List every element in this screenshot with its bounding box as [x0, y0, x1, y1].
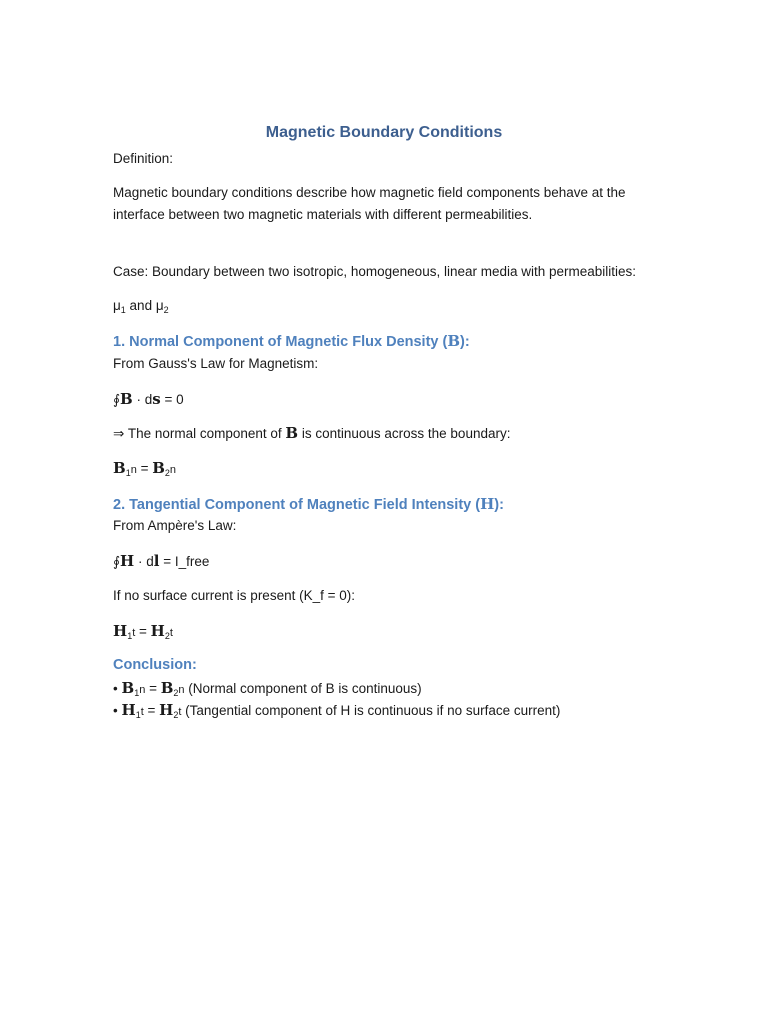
- implication-text: The normal component of: [124, 426, 286, 441]
- c1-right: B: [160, 679, 174, 697]
- section-2-law: From Ampère's Law:: [113, 518, 237, 533]
- definition-line-2: interface between two magnetic materials with different permeabilities.: [113, 207, 533, 222]
- eq1-right-sub: 2: [164, 468, 170, 478]
- conclusion-item-1: [113, 677, 422, 701]
- eq1-left: B: [113, 459, 126, 477]
- c1-note: (Normal component of B is continuous): [184, 681, 422, 696]
- section-2-equation: [113, 620, 173, 644]
- section-1-heading: [113, 330, 470, 353]
- integral-dot-d: · d: [134, 554, 154, 569]
- section-1-implication: [113, 422, 510, 445]
- c1-left: B: [121, 679, 135, 697]
- c1-equals: =: [145, 681, 161, 696]
- section-1-heading-prefix: 1. Normal Component of Magnetic Flux Density (: [113, 334, 448, 350]
- section-2-integral: [113, 550, 209, 573]
- permeabilities: [113, 295, 169, 318]
- case-text: Case: Boundary between two isotropic, homogeneous, linear media with permeabilities:: [113, 264, 637, 279]
- integral-dot-d: · d: [132, 392, 153, 407]
- integral-rhs: = I_free: [159, 554, 210, 569]
- mu-and: and: [125, 298, 156, 313]
- integral-rhs: = 0: [160, 392, 184, 407]
- mu-1-subscript: 1: [120, 305, 126, 315]
- c2-note: (Tangential component of H is continuous if no surface current): [181, 703, 561, 718]
- eq2-right-sub: 2: [164, 631, 170, 641]
- eq2-left: H: [113, 622, 128, 640]
- mu-2-subscript: 2: [163, 305, 169, 315]
- section-2-heading: [113, 493, 504, 516]
- c1-right-sub: 2: [173, 688, 179, 698]
- integral-element-s: s: [152, 390, 161, 408]
- c2-equals: =: [143, 703, 160, 718]
- integral-element-l: l: [153, 552, 160, 570]
- c2-left-t: t: [140, 706, 144, 718]
- eq2-left-t: t: [132, 627, 136, 639]
- section-1-law: From Gauss's Law for Magnetism:: [113, 356, 319, 371]
- eq2-left-sub: 1: [127, 631, 133, 641]
- eq2-right-t: t: [169, 627, 173, 639]
- bullet: •: [113, 703, 118, 718]
- definition-label: Definition:: [113, 151, 174, 166]
- eq1-equals: =: [136, 461, 153, 476]
- c2-right-t: t: [178, 706, 182, 718]
- c2-right-sub: 2: [173, 710, 179, 720]
- conclusion-heading: Conclusion:: [113, 657, 197, 673]
- section-2-condition: If no surface current is present (K_f = 0):: [113, 588, 355, 603]
- section-1-heading-symbol: B: [447, 332, 461, 350]
- eq1-right: B: [152, 459, 165, 477]
- section-2-heading-prefix: 2. Tangential Component of Magnetic Field Intensity (: [113, 497, 481, 513]
- page-title: Magnetic Boundary Conditions: [265, 124, 503, 141]
- bullet: •: [113, 681, 118, 696]
- c2-left-sub: 1: [135, 710, 141, 720]
- definition-line-1: Magnetic boundary conditions describe how magnetic field components behave at the: [113, 185, 626, 200]
- c2-left: H: [121, 701, 136, 719]
- section-1-integral: [113, 388, 184, 411]
- section-2-heading-suffix: ):: [494, 497, 504, 513]
- c1-left-n: n: [139, 684, 146, 696]
- mu-2: μ: [155, 298, 164, 313]
- section-1-equation: [113, 457, 176, 481]
- c1-left-sub: 1: [134, 688, 140, 698]
- implies-arrow-icon: ⇒: [113, 426, 125, 441]
- section-2-heading-symbol: H: [480, 495, 495, 513]
- section-1-heading-suffix: ):: [460, 334, 470, 350]
- integral-field-b: B: [120, 390, 133, 408]
- conclusion-item-2: [113, 699, 560, 723]
- c1-right-n: n: [178, 684, 185, 696]
- eq1-left-n: n: [130, 464, 137, 476]
- implication-symbol: B: [285, 424, 299, 442]
- contour-integral-symbol: ∮: [113, 392, 121, 407]
- eq2-right: H: [150, 622, 165, 640]
- c2-right: H: [159, 701, 174, 719]
- implication-end: is continuous across the boundary:: [298, 426, 511, 441]
- contour-integral-symbol: ∮: [113, 554, 121, 569]
- eq2-equals: =: [135, 624, 151, 639]
- mu-1: μ: [113, 298, 121, 313]
- eq1-right-n: n: [169, 464, 177, 476]
- eq1-left-sub: 1: [125, 468, 131, 478]
- integral-field-h: H: [120, 552, 135, 570]
